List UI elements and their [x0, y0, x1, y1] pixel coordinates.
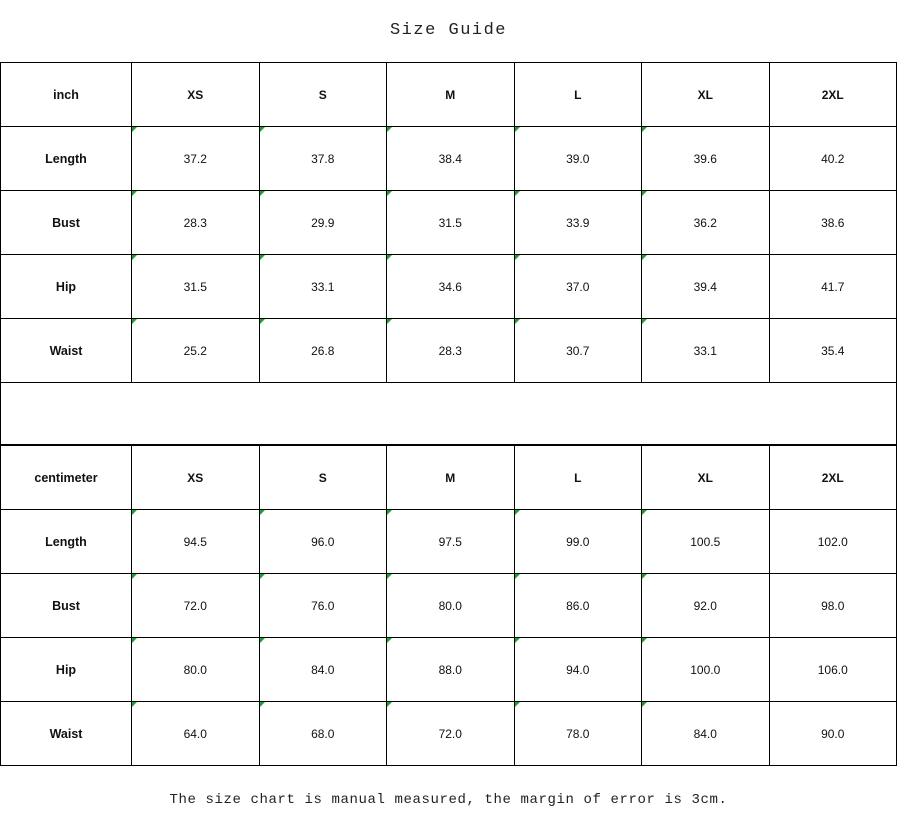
- cell-length-s: 37.8: [259, 127, 387, 191]
- cell-waist-2xl: 35.4: [769, 319, 897, 383]
- cell-cm-length-xl: 100.5: [642, 510, 770, 574]
- cell-length-l: 39.0: [514, 127, 642, 191]
- cell-waist-m: 28.3: [387, 319, 515, 383]
- table-row: [1, 574, 897, 638]
- table-row: [1, 255, 897, 319]
- row-label-waist: Waist: [1, 319, 132, 383]
- cell-hip-2xl: 41.7: [769, 255, 897, 319]
- row-label-bust: Bust: [1, 191, 132, 255]
- cell-bust-l: 33.9: [514, 191, 642, 255]
- cell-cm-waist-xl: 84.0: [642, 702, 770, 766]
- cell-cm-bust-xl: 92.0: [642, 574, 770, 638]
- table-separator: [0, 383, 897, 445]
- table-row: [1, 638, 897, 702]
- cell-cm-waist-m: 72.0: [387, 702, 515, 766]
- cell-bust-xs: 28.3: [132, 191, 260, 255]
- cell-bust-s: 29.9: [259, 191, 387, 255]
- size-header-xs: XS: [132, 63, 260, 127]
- size-table-centimeter: [0, 445, 897, 766]
- cell-cm-bust-l: 86.0: [514, 574, 642, 638]
- size-header-cm-s: S: [259, 446, 387, 510]
- cell-cm-length-xs: 94.5: [132, 510, 260, 574]
- cell-cm-hip-xs: 80.0: [132, 638, 260, 702]
- size-header-cm-xl: XL: [642, 446, 770, 510]
- size-header-2xl: 2XL: [769, 63, 897, 127]
- cell-cm-hip-l: 94.0: [514, 638, 642, 702]
- cell-cm-length-s: 96.0: [259, 510, 387, 574]
- cell-bust-2xl: 38.6: [769, 191, 897, 255]
- cell-cm-waist-s: 68.0: [259, 702, 387, 766]
- cell-cm-hip-s: 84.0: [259, 638, 387, 702]
- cell-waist-xl: 33.1: [642, 319, 770, 383]
- cell-cm-bust-2xl: 98.0: [769, 574, 897, 638]
- cell-cm-length-2xl: 102.0: [769, 510, 897, 574]
- size-header-m: M: [387, 63, 515, 127]
- page-title: Size Guide: [389, 21, 508, 40]
- cell-hip-l: 37.0: [514, 255, 642, 319]
- table-row: [1, 510, 897, 574]
- unit-label-centimeter: centimeter: [1, 446, 132, 510]
- table-row: [1, 127, 897, 191]
- row-label-cm-waist: Waist: [1, 702, 132, 766]
- cell-cm-hip-m: 88.0: [387, 638, 515, 702]
- cell-cm-waist-l: 78.0: [514, 702, 642, 766]
- cell-cm-waist-xs: 64.0: [132, 702, 260, 766]
- size-header-s: S: [259, 63, 387, 127]
- cell-hip-s: 33.1: [259, 255, 387, 319]
- cell-cm-hip-2xl: 106.0: [769, 638, 897, 702]
- table-header-row: [1, 446, 897, 510]
- cell-cm-length-m: 97.5: [387, 510, 515, 574]
- row-label-hip: Hip: [1, 255, 132, 319]
- size-header-cm-m: M: [387, 446, 515, 510]
- cell-cm-bust-xs: 72.0: [132, 574, 260, 638]
- size-header-xl: XL: [642, 63, 770, 127]
- size-table-inch: [0, 62, 897, 383]
- cell-waist-xs: 25.2: [132, 319, 260, 383]
- row-label-length: Length: [1, 127, 132, 191]
- cell-cm-waist-2xl: 90.0: [769, 702, 897, 766]
- unit-label-inch: inch: [1, 63, 132, 127]
- row-label-cm-hip: Hip: [1, 638, 132, 702]
- cell-cm-length-l: 99.0: [514, 510, 642, 574]
- row-label-cm-bust: Bust: [1, 574, 132, 638]
- cell-waist-l: 30.7: [514, 319, 642, 383]
- cell-cm-hip-xl: 100.0: [642, 638, 770, 702]
- cell-bust-m: 31.5: [387, 191, 515, 255]
- cell-length-2xl: 40.2: [769, 127, 897, 191]
- size-header-cm-2xl: 2XL: [769, 446, 897, 510]
- cell-hip-m: 34.6: [387, 255, 515, 319]
- table-row: [1, 319, 897, 383]
- table-row: [1, 702, 897, 766]
- cell-bust-xl: 36.2: [642, 191, 770, 255]
- cell-hip-xs: 31.5: [132, 255, 260, 319]
- cell-length-xl: 39.6: [642, 127, 770, 191]
- size-header-cm-xs: XS: [132, 446, 260, 510]
- cell-cm-bust-s: 76.0: [259, 574, 387, 638]
- table-row: [1, 191, 897, 255]
- row-label-cm-length: Length: [1, 510, 132, 574]
- cell-waist-s: 26.8: [259, 319, 387, 383]
- size-header-cm-l: L: [514, 446, 642, 510]
- cell-length-xs: 37.2: [132, 127, 260, 191]
- size-header-l: L: [514, 63, 642, 127]
- footer-note: The size chart is manual measured, the margin of error is 3cm.: [169, 792, 728, 808]
- cell-hip-xl: 39.4: [642, 255, 770, 319]
- table-header-row: [1, 63, 897, 127]
- cell-length-m: 38.4: [387, 127, 515, 191]
- cell-cm-bust-m: 80.0: [387, 574, 515, 638]
